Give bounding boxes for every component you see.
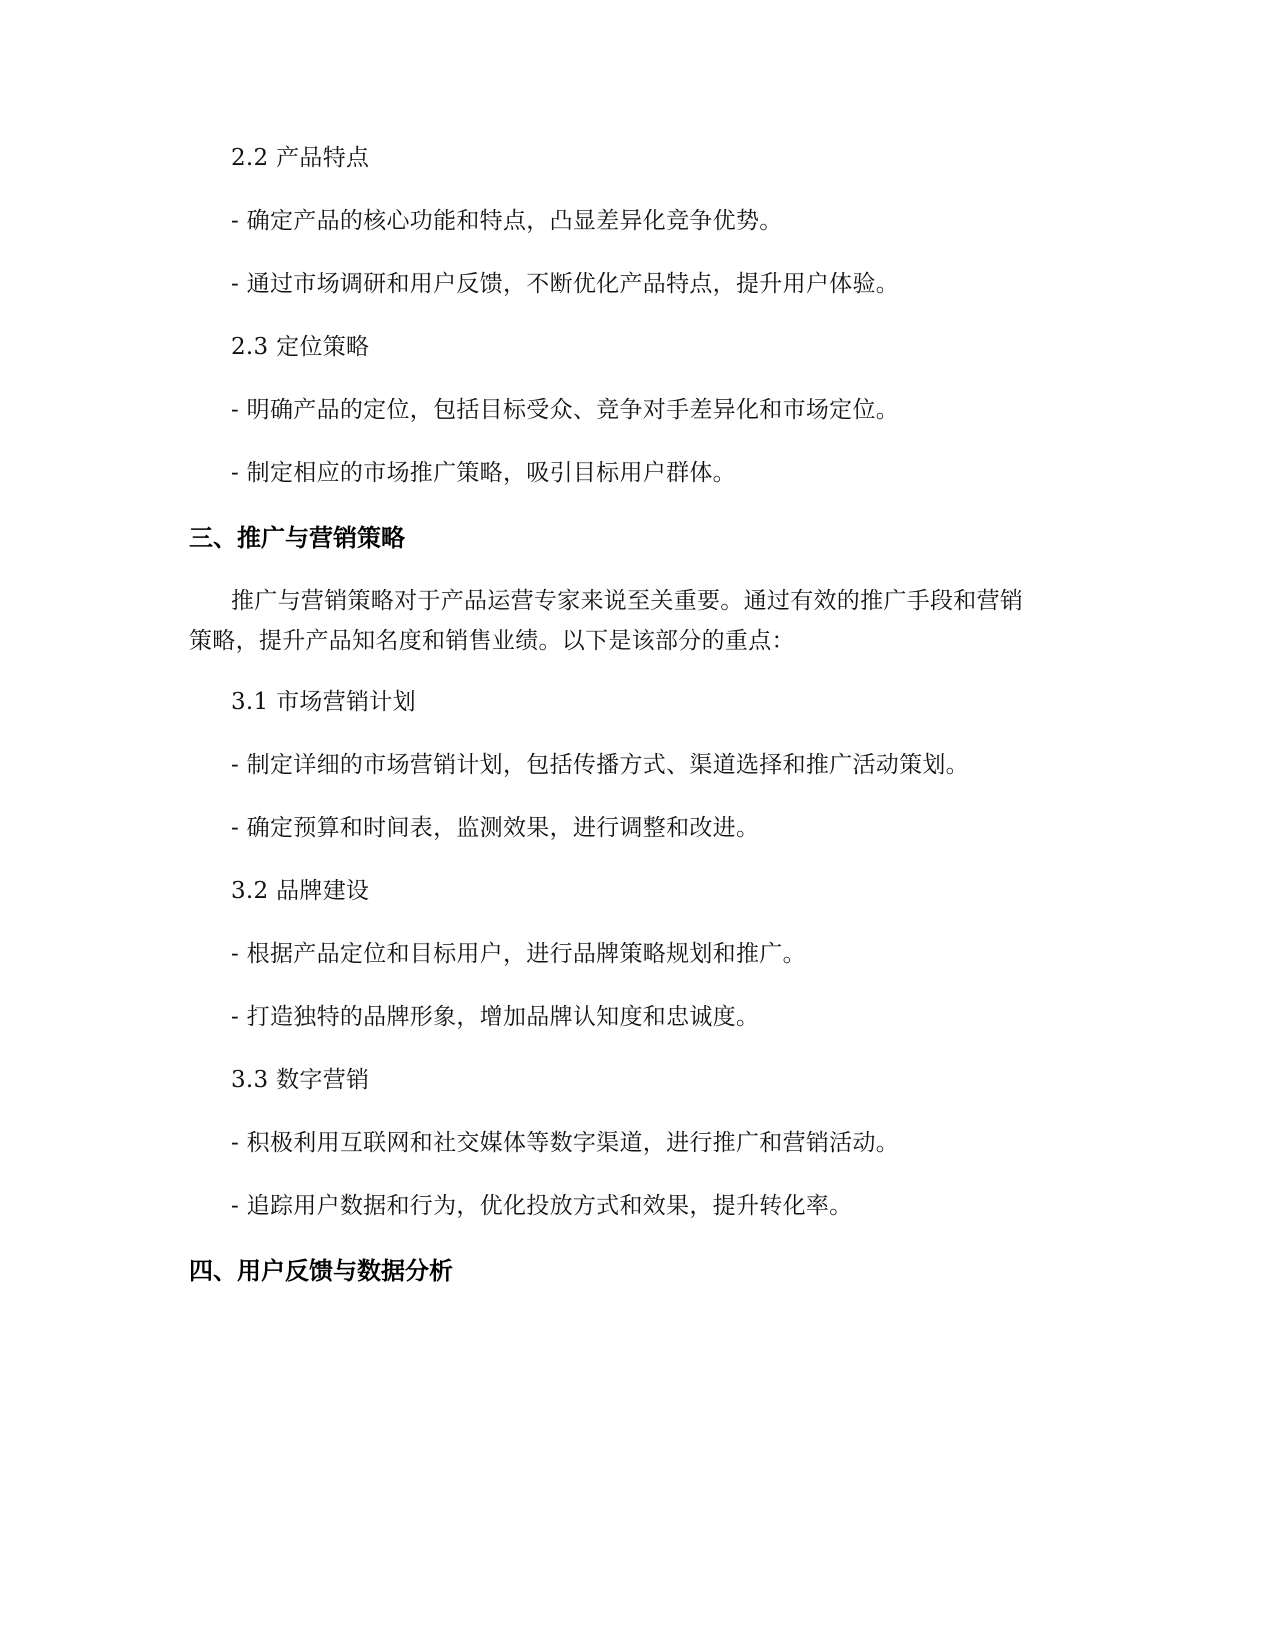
bullet-item: - 根据产品定位和目标用户，进行品牌策略规划和推广。 (231, 941, 806, 967)
bullet-item: - 打造独特的品牌形象，增加品牌认知度和忠诚度。 (231, 1004, 760, 1030)
chapter-heading-3: 三、推广与营销策略 (189, 524, 405, 552)
bullet-item: - 积极利用互联网和社交媒体等数字渠道，进行推广和营销活动。 (231, 1130, 900, 1156)
chapter-heading-4: 四、用户反馈与数据分析 (189, 1257, 453, 1285)
bullet-item: - 制定相应的市场推广策略，吸引目标用户群体。 (231, 460, 736, 486)
bullet-item: - 明确产品的定位，包括目标受众、竞争对手差异化和市场定位。 (231, 397, 900, 423)
subsection-title-2-3: 2.3 定位策略 (231, 334, 370, 360)
bullet-item: - 确定预算和时间表，监测效果，进行调整和改进。 (231, 815, 760, 841)
subsection-title-3-1: 3.1 市场营销计划 (231, 689, 416, 715)
bullet-item: - 确定产品的核心功能和特点，凸显差异化竞争优势。 (231, 208, 783, 234)
intro-paragraph-line-2: 策略，提升产品知名度和销售业绩。以下是该部分的重点： (189, 628, 795, 654)
bullet-item: - 制定详细的市场营销计划，包括传播方式、渠道选择和推广活动策划。 (231, 752, 969, 778)
subsection-title-2-2: 2.2 产品特点 (231, 145, 370, 171)
bullet-item: - 通过市场调研和用户反馈，不断优化产品特点，提升用户体验。 (231, 271, 900, 297)
subsection-title-3-2: 3.2 品牌建设 (231, 878, 370, 904)
intro-paragraph-line-1: 推广与营销策略对于产品运营专家来说至关重要。通过有效的推广手段和营销 (231, 588, 1024, 614)
bullet-item: - 追踪用户数据和行为，优化投放方式和效果，提升转化率。 (231, 1193, 853, 1219)
subsection-title-3-3: 3.3 数字营销 (231, 1067, 370, 1093)
